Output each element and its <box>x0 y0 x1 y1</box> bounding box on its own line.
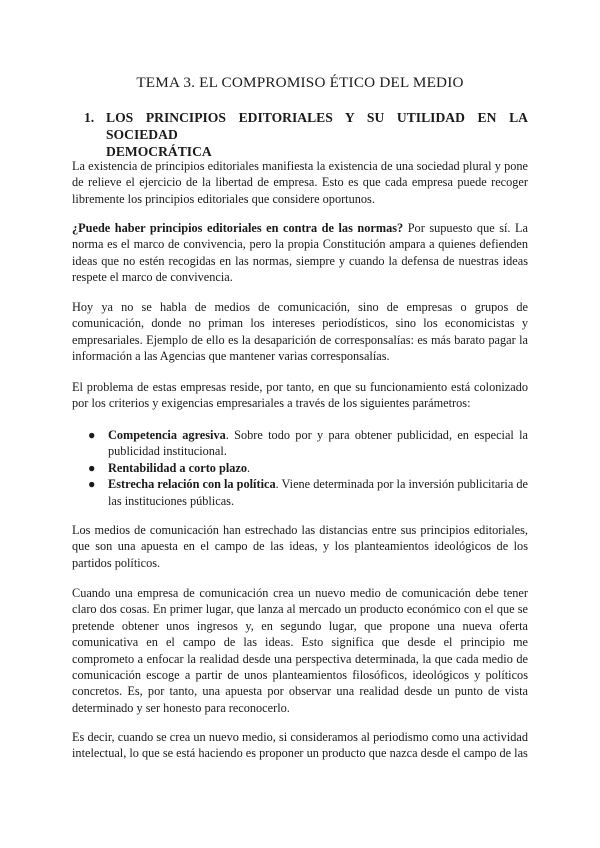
paragraph-1: La existencia de principios editoriales manifiesta la existencia de una sociedad plural y pone de relieve el ejercicio de la libertad de empresa. Esto es que cada empresa puede recoger libremente los principios editoriales que considere oportunos. <box>72 159 528 206</box>
paragraph-6: Cuando una empresa de comunicación crea un nuevo medio de comunicación debe tener claro dos cosas. En primer lugar, que lanza al mercado un producto económico con el que se pretende obtener unos ingresos y, en segundo lugar, que propone una nueva oferta comunicativa en el campo de las ideas. Esto significa que desde el principio me comprometo a enfocar la realidad desde una perspectiva determinada, la que cada medio de comunicación escoge a partir de unos planteamientos filosóficos, ideológicos y políticos concretos. Es, por tanto, una apuesta por observar una realidad desde un punto de vista determinado y ser honesto para reconocerlo. <box>72 586 528 715</box>
document-title: TEMA 3. EL COMPROMISO ÉTICO DEL MEDIO <box>136 74 464 91</box>
paragraph-3: Hoy ya no se habla de medios de comunicación, sino de empresas o grupos de comunicación, donde no priman los intereses periodísticos, sino los economicistas y empresariales. Ejemplo de ello es la desaparición de corresponsalías: es más barato pagar la información a las Agencias que mantener varias corresponsalías. <box>72 300 528 364</box>
paragraph-4: El problema de estas empresas reside, por tanto, en que su funcionamiento está colonizado por los criterios y exigencias empresariales a través de los siguientes parámetros: <box>72 380 528 411</box>
paragraph-2-question: ¿Puede haber principios editoriales en contra de las normas? <box>72 221 404 235</box>
paragraph-2 <box>72 220 528 286</box>
paragraph-5: Los medios de comunicación han estrechado las distancias entre sus principios editoriales, que son una apuesta en el campo de las ideas, y los planteamientos ideológicos de los partidos políticos. <box>72 523 528 570</box>
list-item: ● Competencia agresiva. Sobre todo por y para obtener publicidad, en especial la publicidad institucional. <box>88 428 528 459</box>
bullet-icon: ● <box>88 428 96 442</box>
list-item: ● Estrecha relación con la política. Viene determinada por la inversión publicitaria de las instituciones públicas. <box>88 477 528 508</box>
section-title-line1: LOS PRINCIPIOS EDITORIALES Y SU UTILIDAD EN LA SOCIEDAD <box>106 110 528 142</box>
section-number: 1. <box>84 110 95 125</box>
paragraph-7: Es decir, cuando se crea un nuevo medio, si consideramos al periodismo como una actividad intelectual, lo que se está haciendo es proponer un producto que nazca desde el campo de las <box>72 730 528 761</box>
bullet-icon: ● <box>88 460 96 475</box>
paragraph-2-text: Por supuesto que sí. La norma es el marco de convivencia, pero la propia Constitución ampara a quienes defienden ideas que no estén recogidas en las normas, siempre y cuando la defensa de nuestras ideas respete el marco de convivencia. <box>72 221 528 285</box>
section-heading <box>84 109 528 160</box>
bullet-icon: ● <box>88 477 96 492</box>
section-title-line2: DEMOCRÁTICA <box>106 144 212 159</box>
bullet-list <box>72 427 528 509</box>
list-item: ● Rentabilidad a corto plazo. <box>88 460 251 475</box>
